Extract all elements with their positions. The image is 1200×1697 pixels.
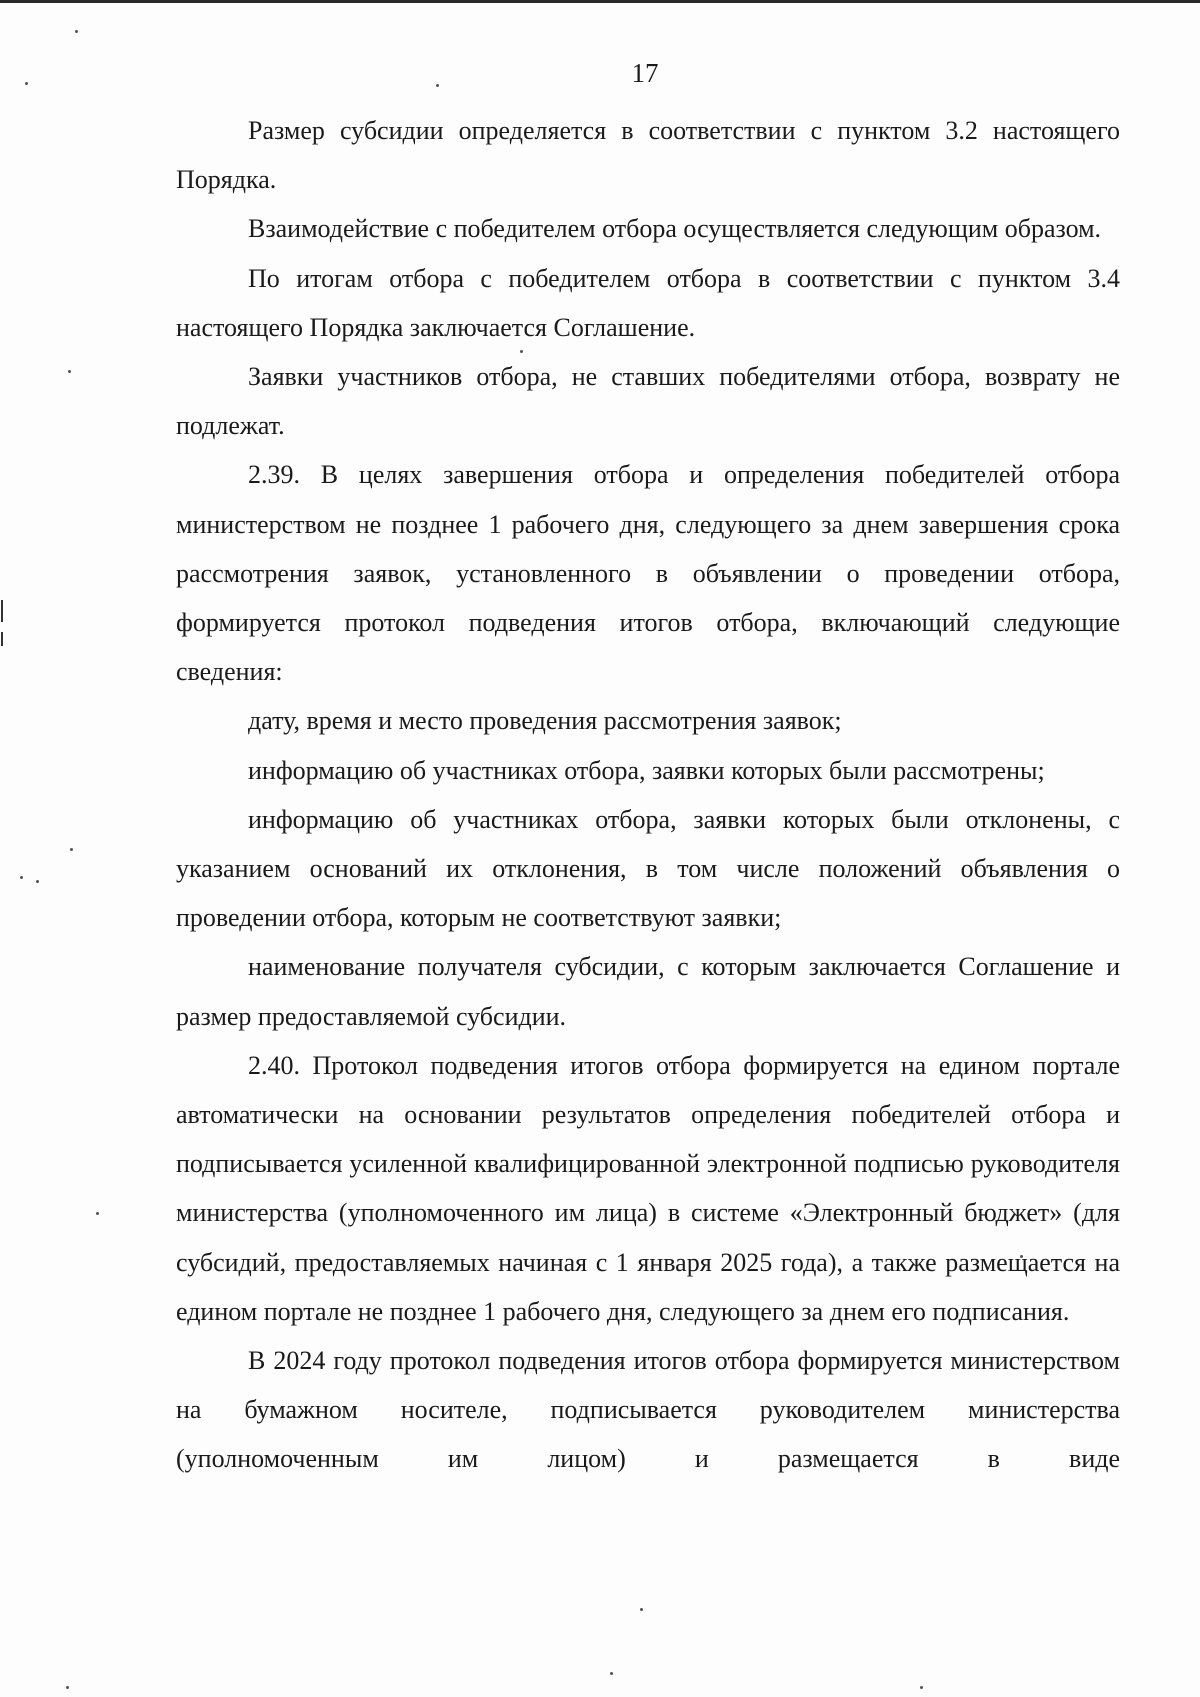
paragraph: В 2024 году протокол подведения итогов отбора формируется министерством на бумажном носителе, подписывается руководителем министерства (уполномоченным им лицом) и размещается в виде	[176, 1346, 1120, 1474]
scan-top-edge	[0, 0, 1200, 3]
paragraph: По итогам отбора с победителем отбора в соответствии с пунктом 3.4 настоящего Порядка заключается Соглашение.	[176, 263, 1120, 342]
scan-speck	[20, 876, 23, 879]
paragraph: Взаимодействие с победителем отбора осуществляется следующим образом.	[248, 214, 1102, 244]
page-number: 17	[631, 58, 659, 88]
scan-speck	[610, 1672, 613, 1675]
paragraph: Размер субсидии определяется в соответствии с пунктом 3.2 настоящего Порядка.	[176, 116, 1120, 195]
list-item: информацию об участниках отбора, заявки которых были отклонены, с указанием оснований их отклонения, в том числе положений объявления о проведении отбора, которым не соответствуют заявки;	[176, 804, 1120, 933]
paragraph: Заявки участников отбора, не ставших победителями отбора, возврату не подлежат.	[176, 362, 1120, 441]
scan-speck	[36, 880, 39, 883]
list-item: дату, время и место проведения рассмотрения заявок;	[248, 706, 842, 736]
scan-speck	[75, 30, 78, 33]
list-item: информацию об участниках отбора, заявки которых были рассмотрены;	[248, 755, 1045, 785]
paragraph: 2.39. В целях завершения отбора и определения победителей отбора министерством не позднее 1 рабочего дня, следующего за днем завершения срока рассмотрения заявок, установленного в объявлении о проведении отбора, формируется протокол подведения итогов отбора, включающий следующие сведения:	[176, 460, 1120, 687]
scan-speck	[66, 1686, 69, 1689]
scan-speck	[70, 848, 73, 851]
scan-speck	[68, 370, 71, 373]
scan-speck	[920, 1686, 923, 1689]
document-body	[176, 106, 1120, 1484]
scan-margin-mark	[1, 632, 3, 646]
scan-speck	[96, 1212, 99, 1215]
list-item: наименование получателя субсидии, с которым заключается Соглашение и размер предоставляемой субсидии.	[176, 952, 1120, 1031]
paragraph: 2.40. Протокол подведения итогов отбора формируется на едином портале автоматически на основании результатов определения победителей отбора и подписывается усиленной квалифицированной электронной подписью руководителя министерства (уполномоченного им лица) в системе «Электронный бюджет» (для субсидий, предоставляемых начиная с 1 января 2025 года), а также размещается на едином портале не позднее 1 рабочего дня, следующего за днем его подписания.	[176, 1050, 1120, 1326]
scan-margin-mark	[1, 600, 3, 622]
scan-speck	[640, 1608, 643, 1611]
